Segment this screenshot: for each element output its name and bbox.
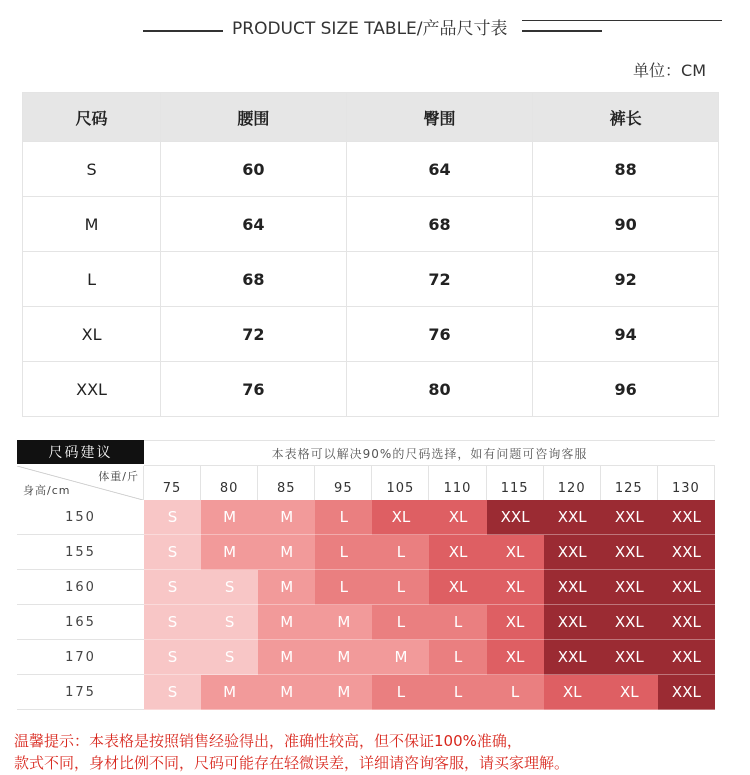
size-recommendation-cell: S <box>144 675 201 710</box>
size-table-cell: 72 <box>161 307 347 362</box>
size-recommendation-cell: XXL <box>601 535 658 570</box>
size-table-row <box>23 197 719 252</box>
size-table-row <box>23 362 719 417</box>
size-table-header-row <box>23 93 719 142</box>
axis-corner <box>17 466 144 500</box>
height-row <box>17 570 715 605</box>
size-recommendation-cell: L <box>315 500 372 535</box>
size-recommendation-cell: M <box>258 675 315 710</box>
size-table-cell: XXL <box>23 362 161 417</box>
weight-header-cell: 80 <box>201 466 258 500</box>
weight-header-cell: 130 <box>658 466 715 500</box>
size-table-cell: 64 <box>346 142 533 197</box>
size-table-cell: 80 <box>346 362 533 417</box>
size-recommendation-cell: L <box>429 675 486 710</box>
weight-header-cell: 120 <box>544 466 601 500</box>
recommendation-title: 尺码建议 <box>17 440 144 464</box>
size-recommendation-cell: M <box>201 675 258 710</box>
height-header-cell: 155 <box>17 535 144 570</box>
size-table-cell: L <box>23 252 161 307</box>
size-recommendation-cell: S <box>144 570 201 605</box>
size-table-cell: 72 <box>346 252 533 307</box>
size-recommendation-cell: XXL <box>601 605 658 640</box>
size-recommendation-cell: XXL <box>544 570 601 605</box>
size-table-cell: M <box>23 197 161 252</box>
header-line-left <box>143 30 223 32</box>
size-recommendation-cell: L <box>429 640 486 675</box>
size-recommendation-cell: XL <box>487 570 544 605</box>
size-recommendation-cell: S <box>201 605 258 640</box>
size-table-cell: 94 <box>533 307 719 362</box>
size-table-row <box>23 252 719 307</box>
height-row <box>17 675 715 710</box>
size-recommendation-cell: M <box>258 640 315 675</box>
size-table-cell: 60 <box>161 142 347 197</box>
size-recommendation-cell: S <box>201 570 258 605</box>
weight-header-cell: 75 <box>144 466 201 500</box>
weight-header-cell: 105 <box>372 466 429 500</box>
size-recommendation-cell: XL <box>601 675 658 710</box>
size-table-cell: 68 <box>161 252 347 307</box>
size-recommendation-cell: L <box>315 570 372 605</box>
size-table-row <box>23 142 719 197</box>
size-table-cell: 90 <box>533 197 719 252</box>
footnote <box>14 730 569 774</box>
size-recommendation-cell: S <box>144 640 201 675</box>
weight-header-cell: 110 <box>429 466 486 500</box>
size-recommendation-cell: L <box>429 605 486 640</box>
col-header-size: 尺码 <box>23 93 161 142</box>
size-recommendation-cell: M <box>258 535 315 570</box>
size-recommendation-cell: L <box>372 675 429 710</box>
size-recommendation-cell: M <box>201 500 258 535</box>
size-recommendation-cell: XL <box>487 535 544 570</box>
size-recommendation-cell: XXL <box>544 605 601 640</box>
size-recommendation-cell: XXL <box>658 570 715 605</box>
height-row <box>17 605 715 640</box>
size-table-cell: 76 <box>346 307 533 362</box>
weight-header-cell: 95 <box>315 466 372 500</box>
size-table-row <box>23 307 719 362</box>
size-recommendation-cell: L <box>372 605 429 640</box>
size-recommendation-cell: XL <box>487 605 544 640</box>
size-recommendation-cell: XXL <box>544 535 601 570</box>
height-header-cell: 175 <box>17 675 144 710</box>
weight-header-cell: 85 <box>258 466 315 500</box>
size-recommendation-cell: S <box>144 605 201 640</box>
size-recommendation-cell: XL <box>544 675 601 710</box>
size-table-cell: 64 <box>161 197 347 252</box>
size-recommendation-cell: XXL <box>658 605 715 640</box>
size-recommendation-cell: XXL <box>544 500 601 535</box>
size-recommendation-cell: L <box>372 535 429 570</box>
weight-axis-label: 体重/斤 <box>98 470 139 483</box>
footnote-line-1: 温馨提示：本表格是按照销售经验得出，准确性较高，但不保证100%准确， <box>14 732 522 750</box>
size-recommendation-cell: XXL <box>658 500 715 535</box>
height-row <box>17 500 715 535</box>
size-table-cell: 92 <box>533 252 719 307</box>
size-recommendation-cell: M <box>372 640 429 675</box>
size-recommendation-cell: M <box>315 675 372 710</box>
col-header-hip: 臀围 <box>346 93 533 142</box>
size-recommendation-cell: XXL <box>658 535 715 570</box>
size-recommendation-cell: XXL <box>658 640 715 675</box>
recommendation-note: 本表格可以解决90%的尺码选择，如有问题可咨询客服 <box>144 440 715 466</box>
size-recommendation-cell: XXL <box>601 500 658 535</box>
size-recommendation-cell: S <box>144 535 201 570</box>
size-table <box>22 92 719 417</box>
height-header-cell: 170 <box>17 640 144 675</box>
size-table-cell: 76 <box>161 362 347 417</box>
unit-label: 单位：CM <box>633 61 706 80</box>
size-recommendation-cell: L <box>487 675 544 710</box>
size-recommendation-cell: M <box>258 605 315 640</box>
size-recommendation-cell: L <box>372 570 429 605</box>
size-recommendation-cell: M <box>258 500 315 535</box>
size-table-cell: 88 <box>533 142 719 197</box>
size-table-cell: 96 <box>533 362 719 417</box>
size-recommendation-cell: XXL <box>601 640 658 675</box>
height-header-cell: 165 <box>17 605 144 640</box>
size-recommendation-cell: XXL <box>601 570 658 605</box>
size-recommendation-cell: XXL <box>544 640 601 675</box>
size-recommendation-cell: M <box>315 605 372 640</box>
size-recommendation-cell: L <box>315 535 372 570</box>
size-recommendation-cell: M <box>258 570 315 605</box>
header-line-right-lower <box>522 30 602 32</box>
height-header-cell: 150 <box>17 500 144 535</box>
height-header-cell: 160 <box>17 570 144 605</box>
col-header-length: 裤长 <box>533 93 719 142</box>
size-recommendation-cell: XL <box>429 500 486 535</box>
size-recommendation-cell: XL <box>429 570 486 605</box>
size-table-cell: S <box>23 142 161 197</box>
height-row <box>17 535 715 570</box>
size-recommendation-cell: XXL <box>487 500 544 535</box>
footnote-line-2: 款式不同，身材比例不同，尺码可能存在轻微误差，详细请咨询客服，请买家理解。 <box>14 754 570 772</box>
col-header-waist: 腰围 <box>161 93 347 142</box>
size-recommendation-cell: XXL <box>658 675 715 710</box>
size-recommendation-cell: XL <box>487 640 544 675</box>
weight-header-cell: 115 <box>487 466 544 500</box>
size-table-cell: XL <box>23 307 161 362</box>
size-recommendation-cell: M <box>201 535 258 570</box>
size-recommendation-cell: M <box>315 640 372 675</box>
header-line-right <box>522 20 722 21</box>
size-recommendation-cell: XL <box>429 535 486 570</box>
height-axis-label: 身高/cm <box>23 484 71 497</box>
page-title: PRODUCT SIZE TABLE/产品尺寸表 <box>232 19 508 39</box>
height-row <box>17 640 715 675</box>
size-table-cell: 68 <box>346 197 533 252</box>
size-recommendation-chart <box>17 440 715 710</box>
size-recommendation-cell: XL <box>372 500 429 535</box>
size-recommendation-cell: S <box>144 500 201 535</box>
weight-header-cell: 125 <box>601 466 658 500</box>
size-recommendation-cell: S <box>201 640 258 675</box>
